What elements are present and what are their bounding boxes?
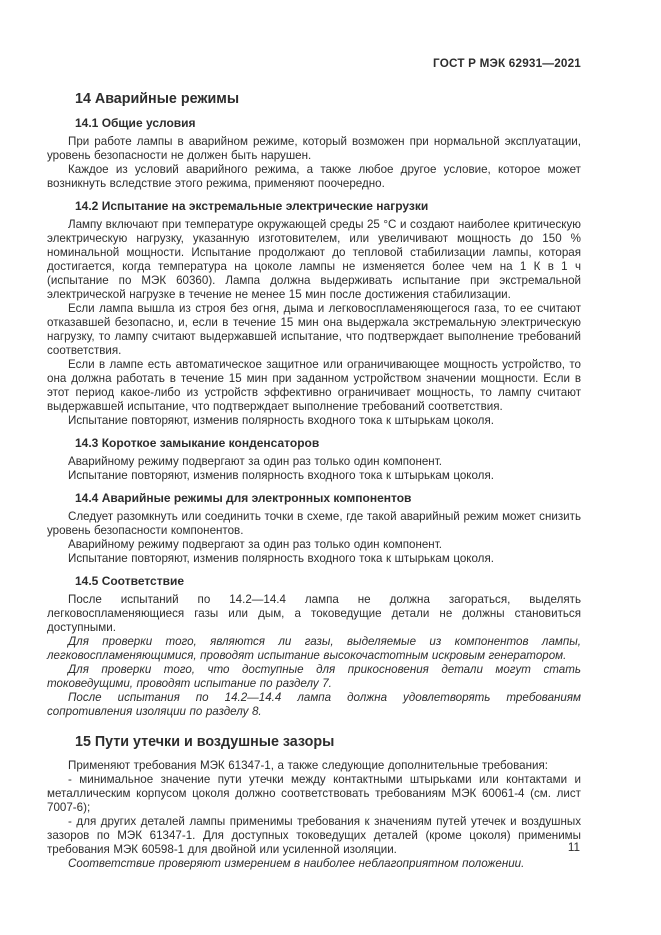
paragraph: Испытание повторяют, изменив полярность входного тока к штырькам цоколя. xyxy=(68,469,494,482)
paragraph: Аварийному режиму подвергают за один раз только один компонент. xyxy=(68,455,442,468)
list-item-paragraph: - минимальное значение пути утечки между контактными штырьками или контактами и металлическим корпусом цоколя должно соответствовать требованиям МЭК 60061-4 (см. лист 7007-6); xyxy=(47,773,581,814)
section-14-heading: 14 Аварийные режимы xyxy=(75,91,240,107)
paragraph: После испытаний по 14.2—14.4 лампа не должна загораться, выделять легковоспламеняющиеся газы или дым, а токоведущие детали не должны становиться доступными. xyxy=(47,593,581,634)
subsection-14-5-heading: 14.5 Соответствие xyxy=(75,574,185,588)
list-item-paragraph: - для других деталей лампы применимы требования к значениям путей утечек и воздушных зазоров по МЭК 61347-1. Для доступных токоведущих деталей (кроме цоколя) применимы требования МЭК 60598-1 для двойной или усиленной изоляции. xyxy=(47,815,581,856)
paragraph: Если в лампе есть автоматическое защитное или ограничивающее мощность устройство, то она должна работать в течение 15 мин при заданном устройством значении мощности. Если в этот период какое-либо из устройств эффективно ограничивает мощность, то лампу считают выдержавшей испытание, что подтверждает выполнение требований соответствия. xyxy=(47,358,581,413)
page-content xyxy=(47,57,581,871)
section-15-heading: 15 Пути утечки и воздушные зазоры xyxy=(75,734,335,750)
subsection-14-2-heading: 14.2 Испытание на экстремальные электрические нагрузки xyxy=(75,199,429,213)
doc-code: ГОСТ Р МЭК 62931—2021 xyxy=(433,57,581,70)
paragraph: Если лампа вышла из строя без огня, дыма и легковоспламеняющегося газа, то ее считают отказавшей безопасно, и, если в течение 15 мин она выдержала экстремальную электрическую нагрузку, то лампу считают выдержавшей испытание, что подтверждает выполнение требований соответствия. xyxy=(47,302,581,357)
subsection-14-4-heading: 14.4 Аварийные режимы для электронных компонентов xyxy=(75,491,412,505)
compliance-note-paragraph: После испытания по 14.2—14.4 лампа должна удовлетворять требованиям сопротивления изоляции по разделу 8. xyxy=(47,691,581,718)
page-number: 11 xyxy=(567,841,580,854)
compliance-note-paragraph: Для проверки того, являются ли газы, выделяемые из компонентов лампы, легковоспламеняющимися, проводят испытание высокочастотным искровым генератором. xyxy=(47,635,581,662)
subsection-14-3-heading: 14.3 Короткое замыкание конденсаторов xyxy=(75,436,320,450)
compliance-note-paragraph: Соответствие проверяют измерением в наиболее неблагоприятном положении. xyxy=(68,857,525,870)
paragraph: Лампу включают при температуре окружающей среды 25 °С и создают наиболее критическую электрическую нагрузку, указанную изготовителем, или увеличивают мощность до 150 % номинальной мощности. Испытание продолжают до тепловой стабилизации лампы, которая достигается, когда температура на цоколе лампы не изменяется более чем на 1 К в 1 ч (испытание по МЭК 60360). Лампа должна выдерживать испытание при экстремальной электрической нагрузке в течение не менее 15 мин после достижения стабилизации. xyxy=(47,218,581,301)
paragraph: Испытание повторяют, изменив полярность входного тока к штырькам цоколя. xyxy=(68,552,494,565)
paragraph: Аварийному режиму подвергают за один раз только один компонент. xyxy=(68,538,442,551)
paragraph: Следует разомкнуть или соединить точки в схеме, где такой аварийный режим может снизить уровень безопасности компонентов. xyxy=(47,510,581,537)
paragraph: Применяют требования МЭК 61347-1, а также следующие дополнительные требования: xyxy=(68,759,548,772)
compliance-note-paragraph: Для проверки того, что доступные для прикосновения детали могут стать токоведущими, проводят испытание по разделу 7. xyxy=(47,663,581,690)
document-header xyxy=(47,57,581,71)
paragraph: Каждое из условий аварийного режима, а также любое другое условие, которое может возникнуть вследствие этого режима, применяют поочередно. xyxy=(47,163,581,190)
subsection-14-1-heading: 14.1 Общие условия xyxy=(75,116,196,130)
paragraph: Испытание повторяют, изменив полярность входного тока к штырькам цоколя. xyxy=(68,414,494,427)
paragraph: При работе лампы в аварийном режиме, который возможен при нормальной эксплуатации, уровень безопасности не должен быть нарушен. xyxy=(47,135,581,162)
